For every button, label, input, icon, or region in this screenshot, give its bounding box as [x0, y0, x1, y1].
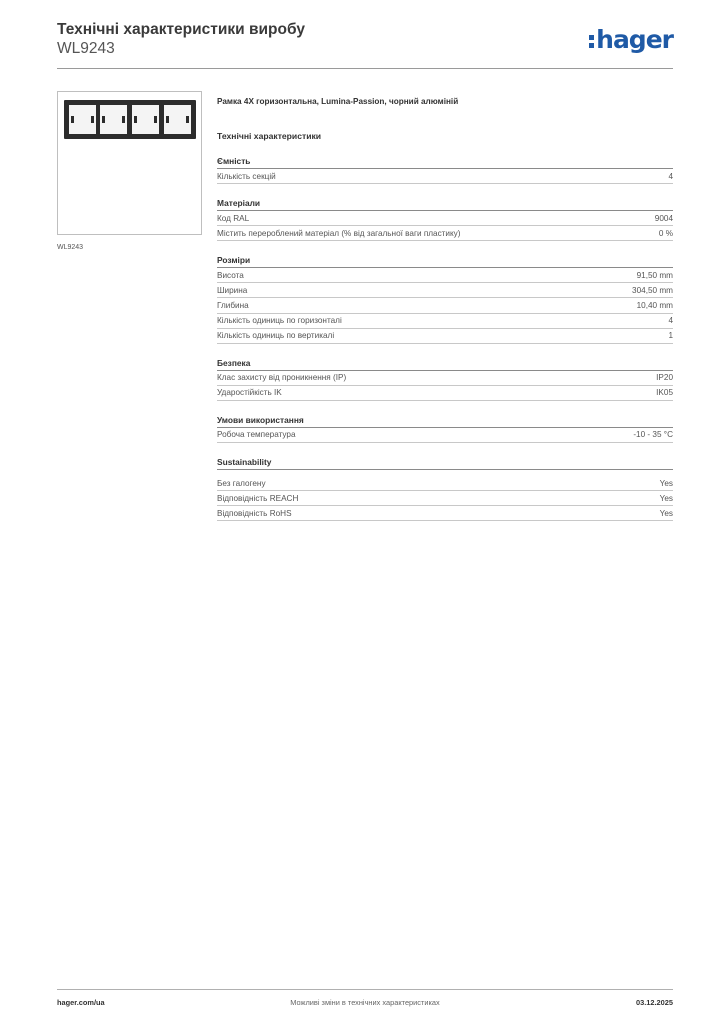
logo-text: hager — [596, 25, 673, 54]
spec-row — [217, 283, 673, 298]
frame-slot — [69, 105, 96, 134]
spec-value: IK05 — [656, 388, 673, 398]
spec-section — [217, 456, 673, 521]
spec-label: Кількість одиниць по горизонталі — [217, 316, 342, 326]
spec-row — [217, 428, 673, 443]
spec-row — [217, 329, 673, 344]
section-title: Умови використання — [217, 414, 673, 428]
spec-label: Відповідність RoHS — [217, 508, 292, 518]
spec-heading: Технічні характеристики — [217, 131, 322, 141]
spec-section — [217, 357, 673, 401]
frame-slot — [164, 105, 191, 134]
header-divider — [57, 68, 673, 69]
spec-row — [217, 268, 673, 283]
section-title: Розміри — [217, 254, 673, 268]
spec-label: Ударостійкість IK — [217, 388, 282, 398]
spec-value: 9004 — [654, 213, 673, 223]
spec-section — [217, 254, 673, 343]
spec-label: Робоча температура — [217, 430, 296, 440]
footer-date: 03.12.2025 — [636, 998, 673, 1007]
page-header — [57, 20, 673, 68]
spec-row — [217, 491, 673, 506]
spec-sections — [217, 155, 673, 521]
spec-row — [217, 226, 673, 241]
spec-row — [217, 386, 673, 401]
section-title: Ємність — [217, 155, 673, 169]
spec-value: 4 — [668, 171, 673, 181]
spec-section — [217, 197, 673, 241]
spec-row — [217, 298, 673, 313]
spec-value: 91,50 mm — [636, 270, 673, 280]
spec-value: 1 — [668, 331, 673, 341]
frame-slot — [100, 105, 127, 134]
footer-notice: Можливі зміни в технічних характеристиках — [290, 998, 440, 1007]
spec-row — [217, 211, 673, 226]
spec-value: IP20 — [656, 373, 673, 383]
spec-label: Без галогену — [217, 478, 266, 488]
spec-label: Код RAL — [217, 213, 250, 223]
spec-label: Висота — [217, 270, 244, 280]
spec-content — [217, 96, 673, 521]
spec-label: Кількість одиниць по вертикалі — [217, 331, 335, 341]
spec-row — [217, 314, 673, 329]
product-image — [57, 91, 202, 235]
spec-value: 0 % — [658, 228, 673, 238]
logo-dots-icon — [589, 33, 594, 49]
spec-value: 304,50 mm — [632, 285, 673, 295]
spec-value: -10 - 35 °C — [633, 430, 673, 440]
spec-section — [217, 155, 673, 184]
image-caption: WL9243 — [57, 244, 84, 251]
spec-label: Містить перероблений матеріал (% від загальної ваги пластику) — [217, 228, 461, 238]
spec-section — [217, 414, 673, 443]
spec-label: Відповідність REACH — [217, 493, 299, 503]
spec-row — [217, 169, 673, 184]
page-title: Технічні характеристики виробу — [57, 21, 305, 38]
section-title: Матеріали — [217, 197, 673, 211]
spec-value: Yes — [659, 493, 673, 503]
spec-value: Yes — [659, 508, 673, 518]
spec-label: Кількість секцій — [217, 171, 276, 181]
frame-slot — [132, 105, 159, 134]
spec-label: Глибина — [217, 300, 249, 310]
spec-value: Yes — [659, 478, 673, 488]
page-footer — [57, 989, 673, 1007]
spec-value: 4 — [668, 316, 673, 326]
spec-label: Ширина — [217, 285, 248, 295]
spec-label: Клас захисту від проникнення (IP) — [217, 373, 347, 383]
spec-row — [217, 476, 673, 491]
spec-value: 10,40 mm — [636, 300, 673, 310]
spec-row — [217, 371, 673, 386]
product-name: Рамка 4X горизонтальна, Lumina-Passion, чорний алюміній — [217, 97, 459, 106]
frame-4x-icon — [64, 100, 196, 139]
section-title: Sustainability — [217, 456, 673, 470]
spec-row — [217, 506, 673, 521]
footer-website: hager.com/ua — [57, 998, 105, 1007]
section-title: Безпека — [217, 357, 673, 371]
product-code: WL9243 — [57, 40, 115, 57]
hager-logo — [589, 26, 673, 54]
